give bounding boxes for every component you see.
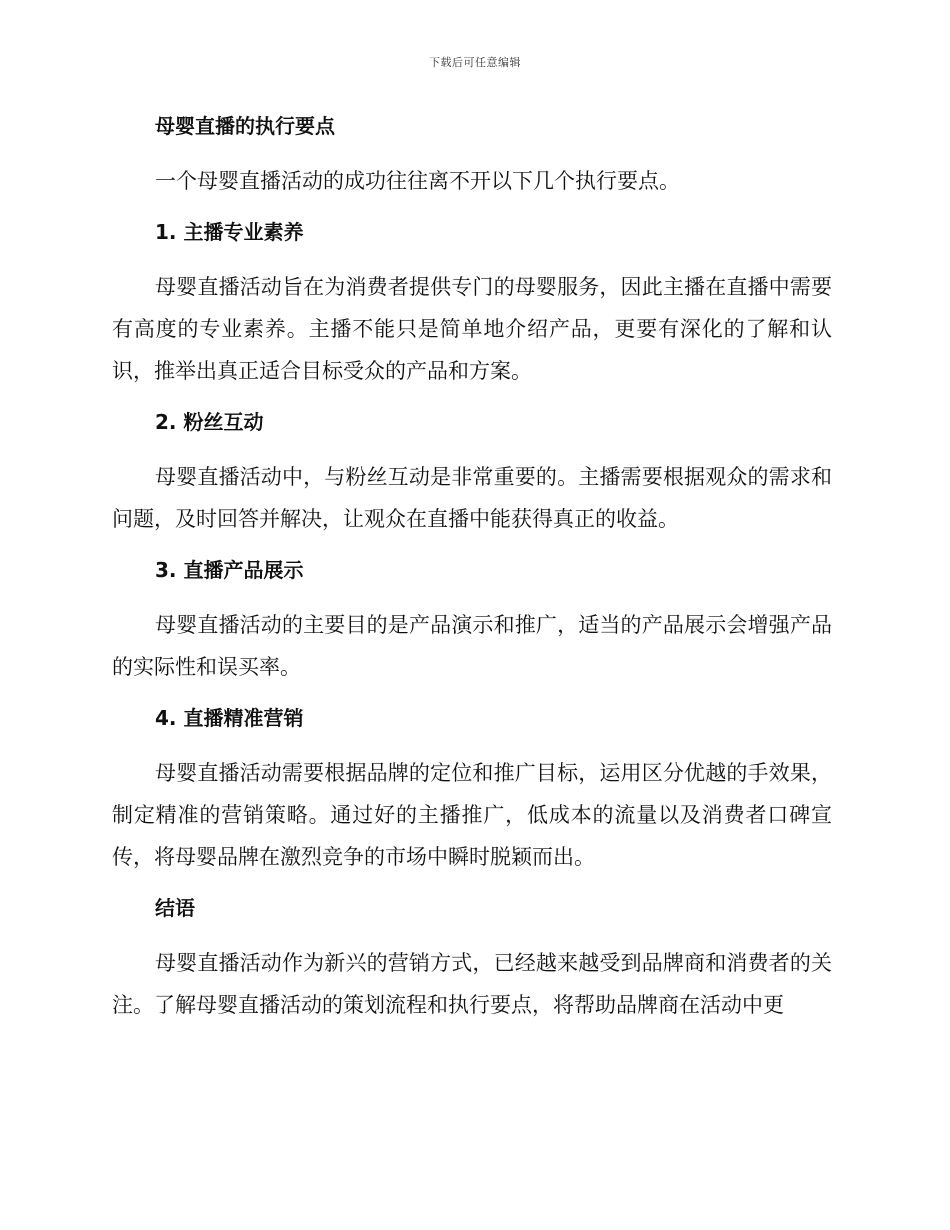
- conclusion-paragraph: 母婴直播活动作为新兴的营销方式，已经越来越受到品牌商和消费者的关注。了解母婴直播活动的策划流程和执行要点，将帮助品牌商在活动中更: [112, 951, 832, 1017]
- section-heading-1: 1. 主播专业素养: [155, 220, 304, 244]
- section-heading-main: 母婴直播的执行要点: [155, 114, 335, 138]
- page-header: 下载后可任意编辑: [429, 56, 521, 69]
- section-paragraph-3: 母婴直播活动的主要目的是产品演示和推广，适当的产品展示会增强产品的实际性和误买率。: [112, 613, 832, 679]
- section-heading-3: 3. 直播产品展示: [155, 558, 304, 582]
- section-heading-4: 4. 直播精准营销: [155, 706, 304, 730]
- section-heading-conclusion: 结语: [155, 896, 195, 920]
- section-heading-2: 2. 粉丝互动: [155, 410, 264, 434]
- intro-paragraph: 一个母婴直播活动的成功往往离不开以下几个执行要点。: [155, 169, 680, 193]
- section-paragraph-2: 母婴直播活动中，与粉丝互动是非常重要的。主播需要根据观众的需求和问题，及时回答并解决，让观众在直播中能获得真正的收益。: [112, 465, 832, 531]
- document-body: [112, 108, 832, 1038]
- section-paragraph-1: 母婴直播活动旨在为消费者提供专门的母婴服务，因此主播在直播中需要有高度的专业素养。主播不能只是简单地介绍产品，更要有深化的了解和认识，推举出真正适合目标受众的产品和方案。: [112, 275, 832, 383]
- section-paragraph-4: 母婴直播活动需要根据品牌的定位和推广目标，运用区分优越的手效果，制定精准的营销策略。通过好的主播推广，低成本的流量以及消费者口碑宣传，将母婴品牌在激烈竞争的市场中瞬时脱颖而出。: [112, 761, 832, 869]
